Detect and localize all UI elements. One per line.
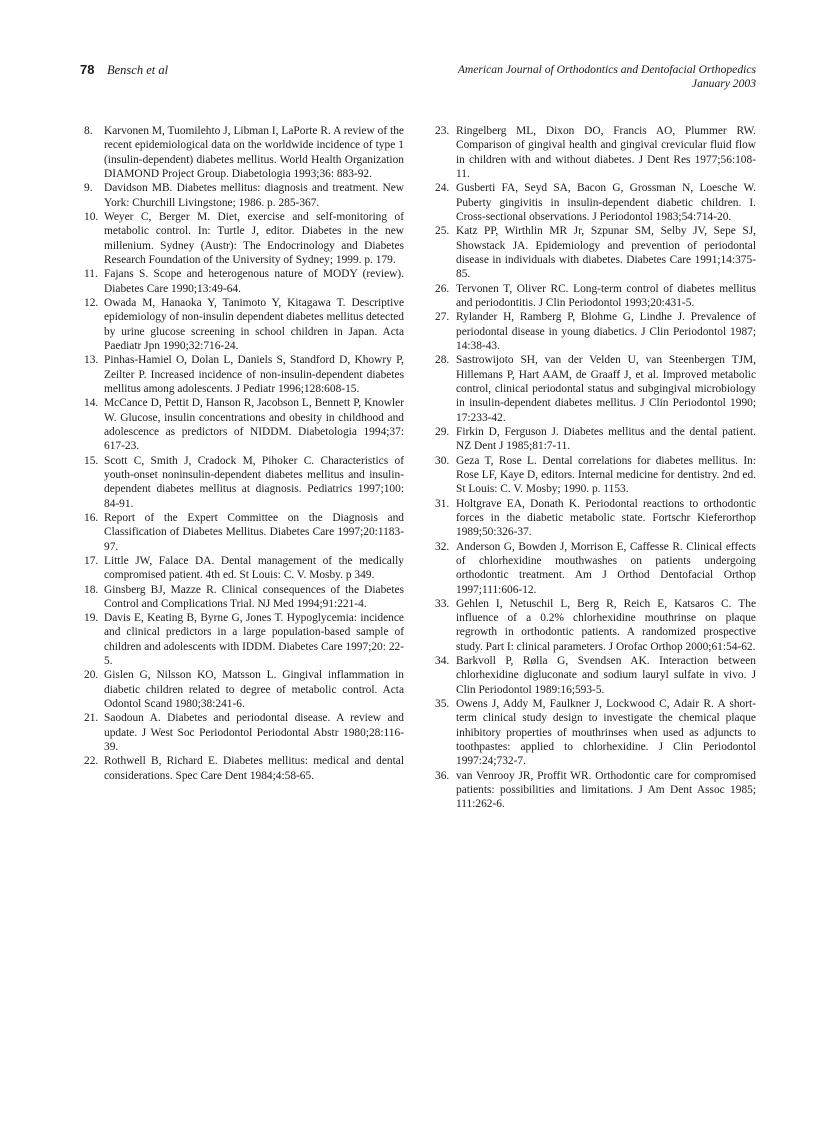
reference-number: 25. [435,225,450,238]
reference-text: Owens J, Addy M, Faulkner J, Lockwood C, Adair R. A short-term clinical study design to investigate the chemical plaque inhibitory properties of mouthrinses when used as adjuncts to toothpastes: applied to chlorhexidine. J Clin Periodontol 1997:24;732-7. [456,698,756,768]
reference-number: 31. [435,497,450,510]
reference-item [437,124,756,181]
reference-item [86,353,404,396]
reference-number: 21. [84,712,99,725]
reference-item [437,769,756,812]
reference-text: Firkin D, Ferguson J. Diabetes mellitus and the dental patient. NZ Dent J 1985;81:7-11. [456,425,756,453]
reference-item [86,296,404,353]
reference-list [437,124,756,812]
reference-text: Pinhas-Hamiel O, Dolan L, Daniels S, Standford D, Khowry P, Zeilter P. Increased incidence of non-insulin-dependent diabetes mellitus among adolescents. J Pediatr 1996;128:608-15. [104,354,404,395]
reference-text: Ginsberg BJ, Mazze R. Clinical consequences of the Diabetes Control and Complications Trial. NJ Med 1994;91:221-4. [104,583,404,610]
reference-text: Report of the Expert Committee on the Diagnosis and Classification of Diabetes Mellitus. Diabetes Care 1997;20:1183-97. [104,511,404,553]
reference-item [86,396,404,453]
reference-text: Gislen G, Nilsson KO, Matsson L. Gingival inflammation in diabetic children related to degree of metabolic control. Acta Odontol Scand 1980;38:241-6. [104,669,404,711]
reference-item [86,511,404,554]
reference-text: Little JW, Falace DA. Dental management of the medically compromised patient. 4th ed. St Louis: C. V. Mosby. p 349. [104,554,404,582]
reference-number: 32. [435,540,450,553]
reference-item [437,310,756,353]
reference-number: 33. [435,597,450,610]
journal-title: American Journal of Orthodontics and Dentofacial Orthopedics [457,63,756,76]
reference-item [437,224,756,281]
running-header [80,62,756,102]
reference-item [437,654,756,697]
reference-number: 12. [84,296,99,309]
reference-text: Gehlen I, Netuschil L, Berg R, Reich E, Katsaros C. The influence of a 0.2% chlorhexidine mouthrinse on plaque regrowth in orthodontic patients. A randomized prospective study. Part I: clinical parameters. J Orofac Orthop 2000;61:54-62. [456,597,756,653]
reference-text: Anderson G, Bowden J, Morrison E, Caffesse R. Clinical effects of chlorhexidine mouthwashes on patients undergoing orthodontic treatment. Am J Orthod Dentofacial Orthop 1997;111:606-12. [456,540,756,596]
reference-number: 18. [84,583,99,596]
reference-item [86,583,404,612]
reference-text: Weyer C, Berger M. Diet, exercise and self-monitoring of metabolic control. In: Turtle J, editor. Diabetes in the new millenium. Sydney (Austr): The Endocrinology and Diabetes Research Foundation of the University of Sydney; 1999. p. 179. [104,210,404,266]
reference-text: Gusberti FA, Seyd SA, Bacon G, Grossman N, Loesche W. Puberty gingivitis in insulin-dependent diabetic children. I. Cross-sectional observations. J Periodontol 1983;54:714-20. [456,182,756,223]
journal-info [458,63,756,91]
reference-text: Tervonen T, Oliver RC. Long-term control of diabetes mellitus and periodontitis. J Clin Periodontol 1993;20:431-5. [456,282,756,309]
reference-item [86,668,404,711]
references-left-column [86,124,404,783]
reference-number: 30. [435,454,450,467]
reference-number: 14. [84,397,99,410]
reference-number: 20. [84,669,99,682]
reference-item [437,454,756,497]
reference-number: 23. [435,125,450,137]
reference-number: 35. [435,698,450,711]
reference-item [437,282,756,311]
reference-item [86,611,404,668]
reference-item [86,124,404,181]
running-authors: Bensch et al [107,63,169,77]
reference-number: 26. [435,282,450,295]
reference-number: 10. [84,210,99,223]
reference-text: McCance D, Pettit D, Hanson R, Jacobson L, Bennett P, Knowler W. Glucose, insulin concentrations and obesity in childhood and adolescence as predictors of NIDDM. Diabetologia 1994;37: 617-23. [104,397,404,453]
reference-number: 36. [435,769,450,782]
reference-item [437,353,756,425]
reference-text: Saodoun A. Diabetes and periodontal disease. A review and update. J West Soc Periodontol Periodontal Abstr 1980;28:116-39. [104,712,404,754]
reference-item [86,181,404,210]
reference-text: Davis E, Keating B, Byrne G, Jones T. Hypoglycemia: incidence and clinical predictors in a large population-based sample of children and adolescents with IDDM. Diabetes Care 1997;20: 22-5. [104,612,404,668]
reference-text: Ringelberg ML, Dixon DO, Francis AO, Plummer RW. Comparison of gingival health and gingival crevicular fluid flow in children with and without diabetes. J Dent Res 1977;56:108-11. [456,125,756,180]
reference-number: 28. [435,354,450,367]
reference-text: Davidson MB. Diabetes mellitus: diagnosis and treatment. New York: Churchill Livingstone; 1986. p. 285-367. [104,182,404,209]
reference-text: van Venrooy JR, Proffit WR. Orthodontic care for compromised patients: possibilities and limitations. J Am Dent Assoc 1985; 111:262-6. [456,769,756,811]
reference-item [437,497,756,540]
reference-text: Barkvoll P, Rølla G, Svendsen AK. Interaction between chlorhexidine digluconate and sodium lauryl sulfate in vivo. J Clin Periodontol 1989:16;593-5. [456,655,756,696]
reference-text: Rothwell B, Richard E. Diabetes mellitus: medical and dental considerations. Spec Care Dent 1984;4:58-65. [104,755,404,782]
reference-number: 34. [435,655,450,668]
references-right-column [437,124,756,812]
reference-item [437,540,756,597]
reference-list [86,124,404,783]
reference-number: 11. [84,268,98,281]
reference-number: 22. [84,755,99,768]
page-number: 78 [80,62,95,77]
reference-text: Sastrowijoto SH, van der Velden U, van Steenbergen TJM, Hillemans P, Hart AAM, de Graaff J, et al. Improved metabolic control, clinical periodontal status and subgingival microbiology in insulin-dependent diabetes mellitus. J Clin Periodontol 1990; 17:233-42. [456,354,756,424]
reference-text: Scott C, Smith J, Cradock M, Pihoker C. Characteristics of youth-onset noninsulin-dependent diabetes mellitus and insulin-dependent diabetes mellitus at diagnosis. Pediatrics 1997;100: 84-91. [104,454,404,510]
reference-item [86,554,404,583]
reference-number: 19. [84,612,99,625]
reference-item [86,210,404,267]
reference-item [86,754,404,783]
reference-item [437,181,756,224]
reference-item [437,597,756,654]
issue-date: January 2003 [691,77,756,90]
reference-text: Geza T, Rose L. Dental correlations for diabetes mellitus. In: Rose LF, Kaye D, editors. Internal medicine for dentistry. 2nd ed. St Louis: C. V. Mosby; 1990. p. 1153. [456,454,756,496]
reference-number: 27. [435,311,450,324]
reference-item [86,711,404,754]
reference-item [437,425,756,454]
reference-number: 24. [435,182,450,195]
reference-text: Karvonen M, Tuomilehto J, Libman I, LaPorte R. A review of the recent epidemiological data on the worldwide incidence of type 1 (insulin-dependent) diabetes mellitus. World Health Organization DIAMOND Project Group. Diabetologia 1993;36: 883-92. [104,125,404,180]
reference-item [437,697,756,769]
reference-number: 17. [84,554,99,567]
reference-number: 16. [84,511,99,524]
reference-text: Fajans S. Scope and heterogenous nature of MODY (review). Diabetes Care 1990;13:49-64. [104,268,404,295]
reference-number: 9. [84,182,93,195]
reference-item [86,454,404,511]
reference-number: 15. [84,454,99,467]
reference-text: Katz PP, Wirthlin MR Jr, Szpunar SM, Selby JV, Sepe SJ, Showstack JA. Epidemiology and prevention of periodontal disease in individuals with diabetes. Diabetes Care 1991;14:375-85. [456,225,756,281]
reference-text: Holtgrave EA, Donath K. Periodontal reactions to orthodontic forces in the diabetic metabolic state. Fortschr Kieferorthop 1989;50:326-37. [456,497,756,539]
reference-number: 13. [84,354,99,367]
reference-number: 29. [435,425,450,438]
reference-text: Owada M, Hanaoka Y, Tanimoto Y, Kitagawa T. Descriptive epidemiology of non-insulin dependent diabetes mellitus detected by urine glucose screening in school children in Japan. Acta Paediatr Jpn 1990;32:716-24. [104,296,404,352]
reference-number: 8. [84,125,93,137]
reference-item [86,267,404,296]
reference-text: Rylander H, Ramberg P, Blohme G, Lindhe J. Prevalence of periodontal disease in young diabetics. J Clin Periodontol 1987; 14:38-43. [456,311,756,352]
